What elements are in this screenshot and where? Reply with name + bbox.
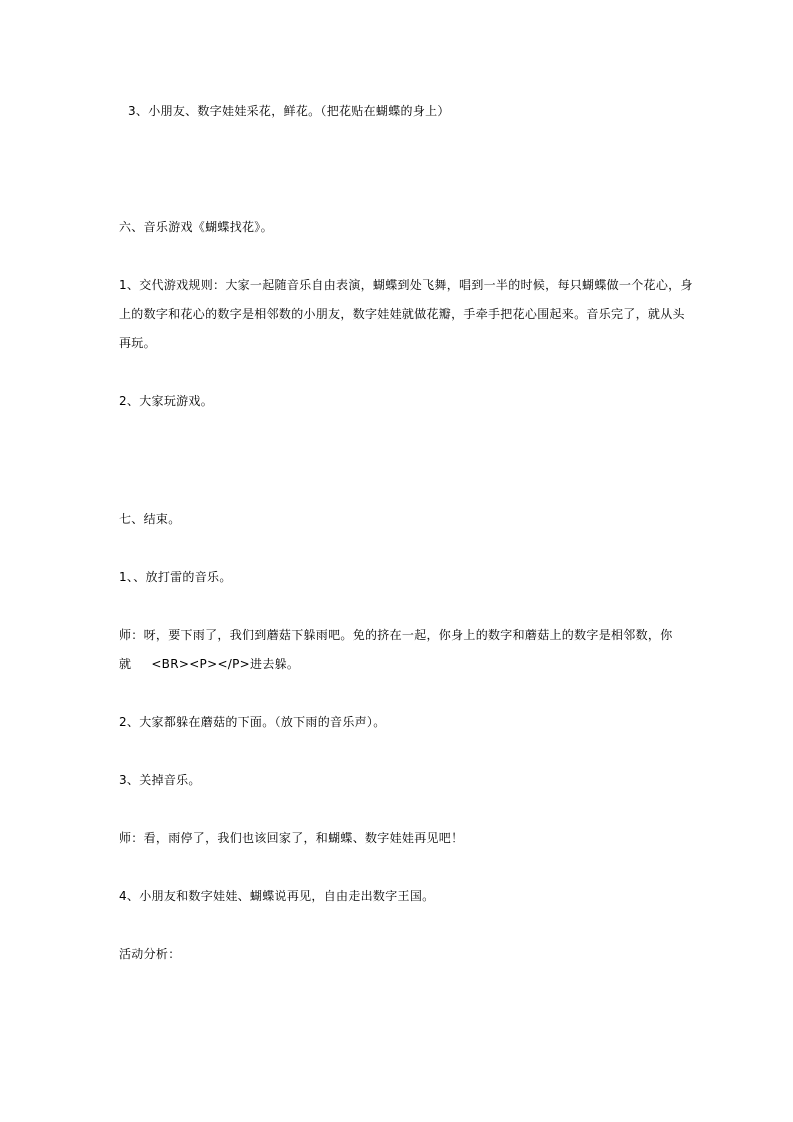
list-item-stop-music: 3、关掉音乐。	[119, 773, 201, 787]
paragraph-teacher-goodbye: 师：看，雨停了，我们也该回家了，和蝴蝶、数字娃娃再见吧！	[119, 831, 464, 845]
paragraph-rules-line-3: 再玩。	[119, 336, 156, 350]
raw-markup-text: <BR><P></P>进去躲。	[151, 657, 300, 671]
list-item-pick-flowers: 3、小朋友、数字娃娃采花，鲜花。（把花贴在蝴蝶的身上）	[128, 104, 450, 118]
section-heading-end: 七、结束。	[119, 512, 181, 526]
paragraph-rules-line-2: 上的数字和花心的数字是相邻数的小朋友，数字娃娃就做花瓣，手牵手把花心围起来。音乐完了，就从头	[119, 307, 685, 321]
section-heading-activity-analysis: 活动分析：	[119, 947, 181, 961]
list-item-hide-under-mushroom: 2、大家都躲在蘑菇的下面。（放下雨的音乐声）。	[119, 715, 386, 729]
list-item-say-goodbye: 4、小朋友和数字娃娃、蝴蝶说再见，自由走出数字王国。	[119, 889, 435, 903]
section-heading-music-game: 六、音乐游戏《蝴蝶找花》。	[119, 220, 273, 234]
paragraph-rules-line-1: 1、交代游戏规则：大家一起随音乐自由表演，蝴蝶到处飞舞，唱到一半的时候，每只蝴蝶做一个花心，身	[119, 278, 693, 292]
paragraph-teacher-rain-line-2	[119, 656, 299, 672]
list-item-thunder-music: 1、、放打雷的音乐。	[119, 570, 232, 584]
list-item-play-game: 2、大家玩游戏。	[119, 394, 214, 408]
line-start-text: 就	[119, 657, 132, 671]
paragraph-teacher-rain-line-1: 师：呀，要下雨了，我们到蘑菇下躲雨吧。免的挤在一起，你身上的数字和蘑菇上的数字是相邻数，你	[119, 628, 673, 642]
